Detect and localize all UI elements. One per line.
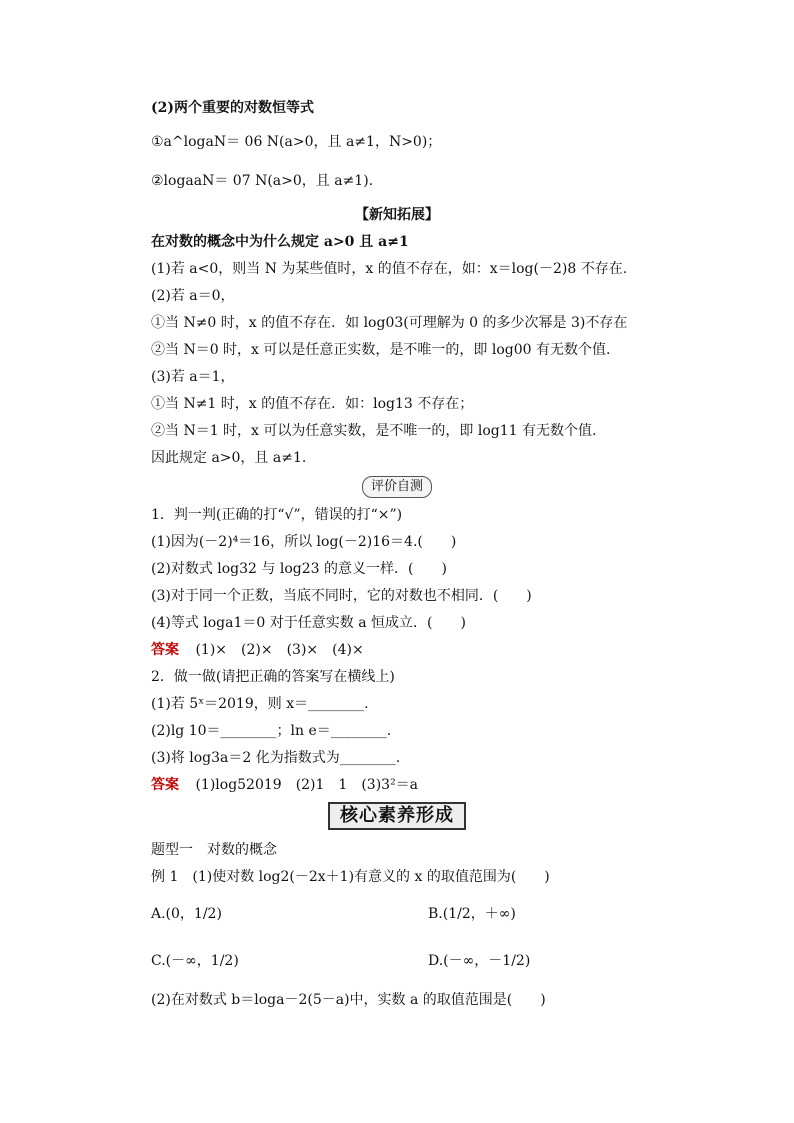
text-line: (2)若 a＝0， — [151, 288, 235, 304]
section-new-knowledge: 【新知拓展】 — [355, 207, 439, 223]
option-d: D.(－∞，－1/2) — [428, 953, 531, 969]
text-line: ②当 N＝0 时，x 可以是任意正实数，是不唯一的，即 log00 有无数个值. — [151, 342, 611, 358]
fill-item-2: (2)lg 10＝________；ln e＝________. — [151, 723, 392, 739]
judge-item-1: (1)因为(－2)⁴＝16，所以 log(－2)16＝4.( ) — [151, 534, 457, 550]
answer-text: (1)log52019 (2)1 1 (3)3²＝a — [195, 777, 419, 793]
option-b: B.(1/2，＋∞) — [428, 906, 516, 922]
answer-text: (1)× (2)× (3)× (4)× — [195, 642, 364, 658]
judge-item-4: (4)等式 loga1＝0 对于任意实数 a 恒成立．( ) — [151, 615, 466, 631]
identity-heading: (2)两个重要的对数恒等式 — [151, 100, 314, 116]
example-1-part-2: (2)在对数式 b＝loga－2(5－a)中，实数 a 的取值范围是( ) — [151, 992, 546, 1008]
fill-item-1: (1)若 5ˣ＝2019，则 x＝________. — [151, 696, 369, 712]
fill-item-3: (3)将 log3a＝2 化为指数式为________. — [151, 750, 401, 766]
text-line: ①当 N≠0 时，x 的值不存在．如 log03(可理解为 0 的多少次幂是 3)不存在 — [151, 315, 628, 331]
option-c: C.(－∞，1/2) — [151, 953, 239, 969]
text-line: ①当 N≠1 时，x 的值不存在．如：log13 不存在； — [151, 396, 474, 412]
text-line: ②当 N＝1 时，x 可以为任意实数，是不唯一的，即 log11 有无数个值. — [151, 423, 597, 439]
fill-answer — [151, 775, 418, 795]
text-line: 因此规定 a>0，且 a≠1. — [151, 450, 307, 466]
core-literacy-header — [0, 802, 794, 830]
judge-answer — [151, 640, 364, 660]
identity-1: ①a^logaN＝ 06 N(a>0，且 a≠1，N>0)； — [151, 134, 442, 150]
text-line: (3)若 a＝1， — [151, 369, 235, 385]
topic-heading: 题型一 对数的概念 — [151, 842, 277, 858]
judge-item-3: (3)对于同一个正数，当底不同时，它的对数也不相同．( ) — [151, 588, 532, 604]
question-heading: 在对数的概念中为什么规定 a>0 且 a≠1 — [151, 234, 409, 250]
fill-heading: 2．做一做(请把正确的答案写在横线上) — [151, 669, 395, 685]
option-a: A.(0，1/2) — [151, 906, 222, 922]
core-literacy-box: 核心素养形成 — [328, 802, 466, 830]
answer-label: 答案 — [151, 777, 179, 793]
text-line: (1)若 a<0，则当 N 为某些值时，x 的值不存在，如：x＝log(－2)8 不存在. — [151, 261, 628, 277]
self-test-header — [0, 476, 794, 498]
self-test-badge: 评价自测 — [362, 476, 432, 498]
identity-2: ②logaaN＝ 07 N(a>0，且 a≠1). — [151, 173, 374, 189]
example-1: 例 1 (1)使对数 log2(－2x＋1)有意义的 x 的取值范围为( ) — [151, 869, 550, 885]
judge-item-2: (2)对数式 log32 与 log23 的意义一样．( ) — [151, 561, 447, 577]
answer-label: 答案 — [151, 642, 179, 658]
judge-heading: 1．判一判(正确的打“√”，错误的打“×”) — [151, 507, 403, 523]
